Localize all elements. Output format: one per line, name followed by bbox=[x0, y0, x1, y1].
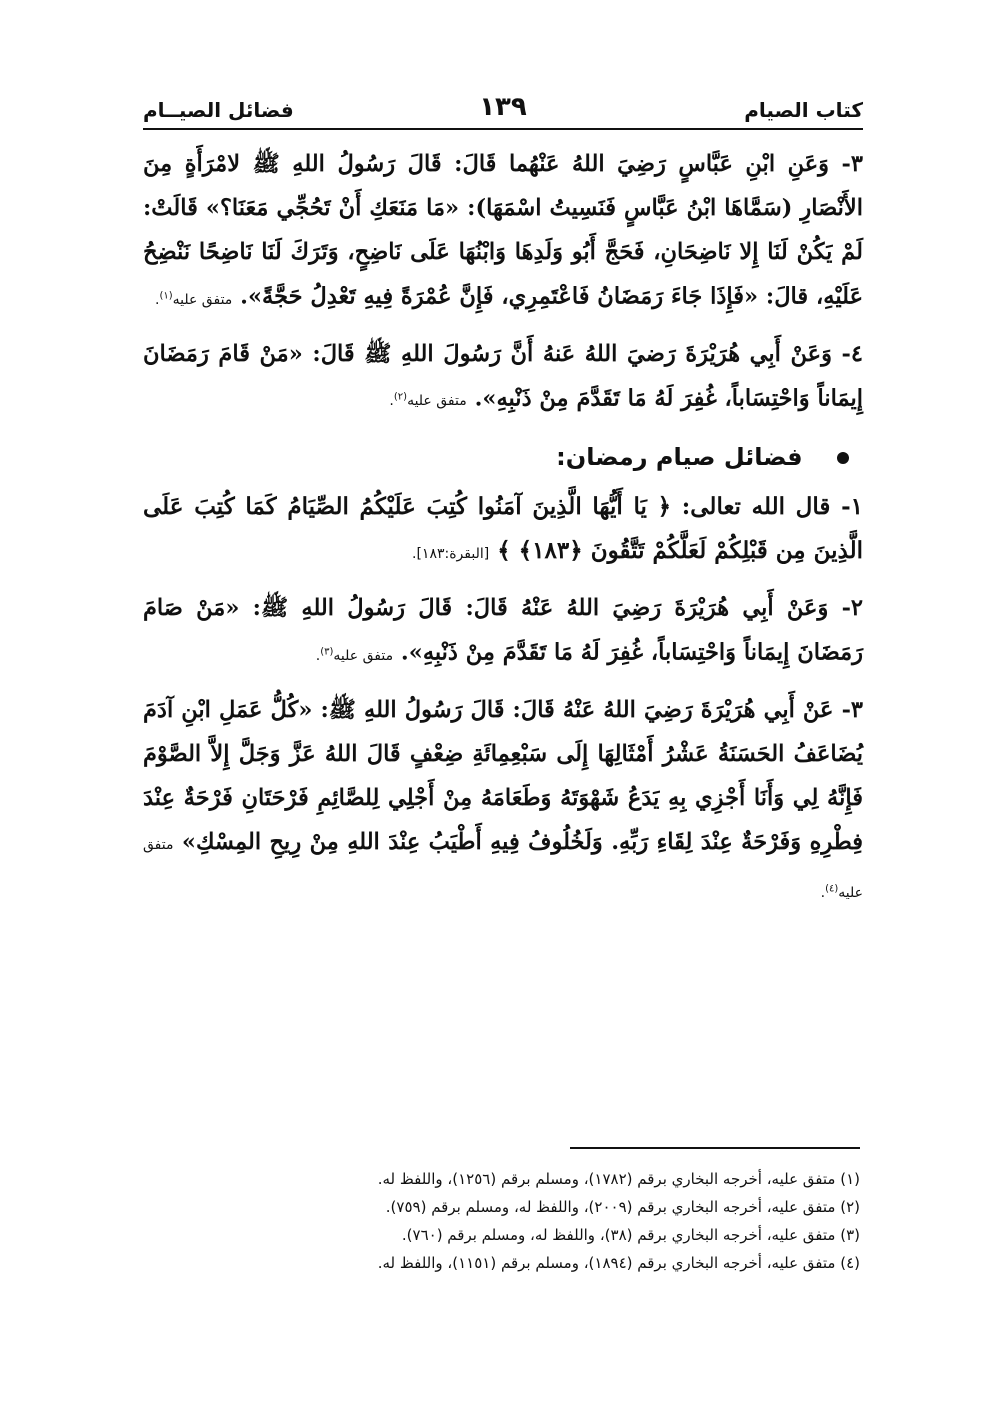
footnote-marker: (٤) bbox=[825, 882, 839, 894]
footnotes bbox=[140, 1165, 860, 1277]
footnote-marker: (١) bbox=[159, 290, 173, 301]
reference: متفق عليه$^{(١)}$. bbox=[155, 290, 233, 308]
quran-verse-paragraph bbox=[143, 485, 863, 576]
verse-reference: [البقرة:١٨٣]. bbox=[412, 546, 490, 563]
bullet-icon bbox=[837, 452, 849, 464]
footnote-marker: (٢) bbox=[393, 391, 408, 403]
footnote: (٤) متفق عليه، أخرجه البخاري برقم (١٨٩٤)، ومسلم برقم (١١٥١)، واللفظ له. bbox=[377, 1254, 860, 1272]
footnote-divider bbox=[570, 1147, 860, 1149]
reference: متفق عليه$^{(٣)}$. bbox=[315, 646, 394, 664]
hadith-paragraph bbox=[143, 332, 863, 424]
hadith-paragraph bbox=[143, 688, 863, 915]
section-heading: فضائل صيام رمضان: bbox=[143, 433, 863, 481]
hadith-text: ٣- وَعَنِ ابْنِ عَبَّاسٍ رَضِيَ اللهُ عَنْهُما قَالَ: قَالَ رَسُولُ اللهِ ﷺ لامْرَأَةٍ مِنَ الأَنْصَارِ (سَمَّاهَا ابْنُ عَبَّاسٍ فَنَسِيتُ اسْمَهَا): «مَا مَنَعَكِ أَنْ تَحُجِّي مَعَنَا؟» قَالَتْ: لَمْ يَكُنْ لَنَا إِلا نَاضِحَانِ، فَحَجَّ أَبُو وَلَدِهَا وَابْنُهَا عَلَى نَاضِحٍ، وَتَرَكَ لَنَا نَاضِحًا نَنْضِحُ عَلَيْهِ، قالَ: «فَإِذَا جَاءَ رَمَضَانُ فَاعْتَمِرِي، فَإِنَّ عُمْرَةً فِيهِ تَعْدِلُ حَجَّةً». bbox=[143, 151, 863, 310]
footnote-marker: (٣) bbox=[320, 646, 334, 658]
footnote: (٣) متفق عليه، أخرجه البخاري برقم (٣٨)، واللفظ له، ومسلم برقم (٧٦٠). bbox=[401, 1226, 860, 1244]
book-title: كتاب الصيام bbox=[744, 98, 863, 122]
hadith-text: ٣- عَنْ أَبِي هُرَيْرَةَ رَضِيَ اللهُ عَنْهُ قَالَ: قَالَ رَسُولُ اللهِ ﷺ: «كُلُّ عَمَلِ ابْنِ آدَمَ يُضَاعَفُ الحَسَنَةُ عَشْرُ أَمْثَالِهَا إِلَى سَبْعِمِائَةِ ضِعْفٍ قَالَ اللهُ عَزَّ وَجَلَّ إِلاَّ الصَّوْمَ فَإِنَّهُ لِي وَأَنَا أَجْزِي بِهِ يَدَعُ شَهْوَتَهُ وَطَعَامَهُ مِنْ أَجْلِي لِلصَّائِمِ فَرْحَتَانِ فَرْحَةٌ عِنْدَ فِطْرِهِ وَفَرْحَةٌ عِنْدَ لِقَاءِ رَبِّهِ. وَلَخُلُوفُ فِيهِ أَطْيَبُ عِنْدَ اللهِ مِنْ رِيحِ المِسْكِ» bbox=[143, 696, 863, 855]
footnote: (١) متفق عليه، أخرجه البخاري برقم (١٧٨٢)، ومسلم برقم (١٢٥٦)، واللفظ له. bbox=[377, 1170, 860, 1188]
hadith-paragraph bbox=[143, 142, 863, 322]
hadith-text: ٤- وَعَنْ أَبِي هُرَيْرَةَ رَضيَ اللهُ عَنهُ أَنَّ رَسُولَ اللهِ ﷺ قَالَ: «مَنْ قَامَ رَمَضَانَ إِيمَاناً وَاحْتِسَاباً، غُفِرَ لَهُ مَا تَقَدَّمَ مِنْ ذَنْبِهِ». bbox=[143, 340, 863, 412]
chapter-title: فضائل الصيــام bbox=[143, 98, 294, 122]
reference: متفق عليه$^{(٢)}$. bbox=[389, 391, 467, 410]
page-number: ١٣٩ bbox=[479, 92, 527, 122]
page-body bbox=[143, 142, 863, 925]
page-header bbox=[143, 92, 863, 130]
verse-text: ١- قال الله تعالى: ﴿ يَا أَيُّهَا الَّذِينَ آمَنُوا كُتِبَ عَلَيْكُمُ الصِّيَامُ كَمَا كُتِبَ عَلَى الَّذِينَ مِن قَبْلِكُمْ لَعَلَّكُمْ تَتَّقُونَ ﴿١٨٣﴾ ﴾ bbox=[143, 493, 863, 565]
hadith-text: ٢- وَعَنْ أَبِي هُرَيْرَةَ رَضِيَ اللهُ عَنْهُ قَالَ: قَالَ رَسُولُ اللهِ ﷺ: «مَنْ صَامَ رَمَضَانَ إِيمَاناً وَاحْتِسَاباً، غُفِرَ لَهُ مَا تَقَدَّمَ مِنْ ذَنْبِهِ». bbox=[143, 595, 863, 666]
footnote: (٢) متفق عليه، أخرجه البخاري برقم (٢٠٠٩)، واللفظ له، ومسلم برقم (٧٥٩). bbox=[385, 1198, 860, 1216]
hadith-paragraph bbox=[143, 586, 863, 678]
reference: متفق عليه$^{(٤)}$. bbox=[143, 836, 863, 901]
